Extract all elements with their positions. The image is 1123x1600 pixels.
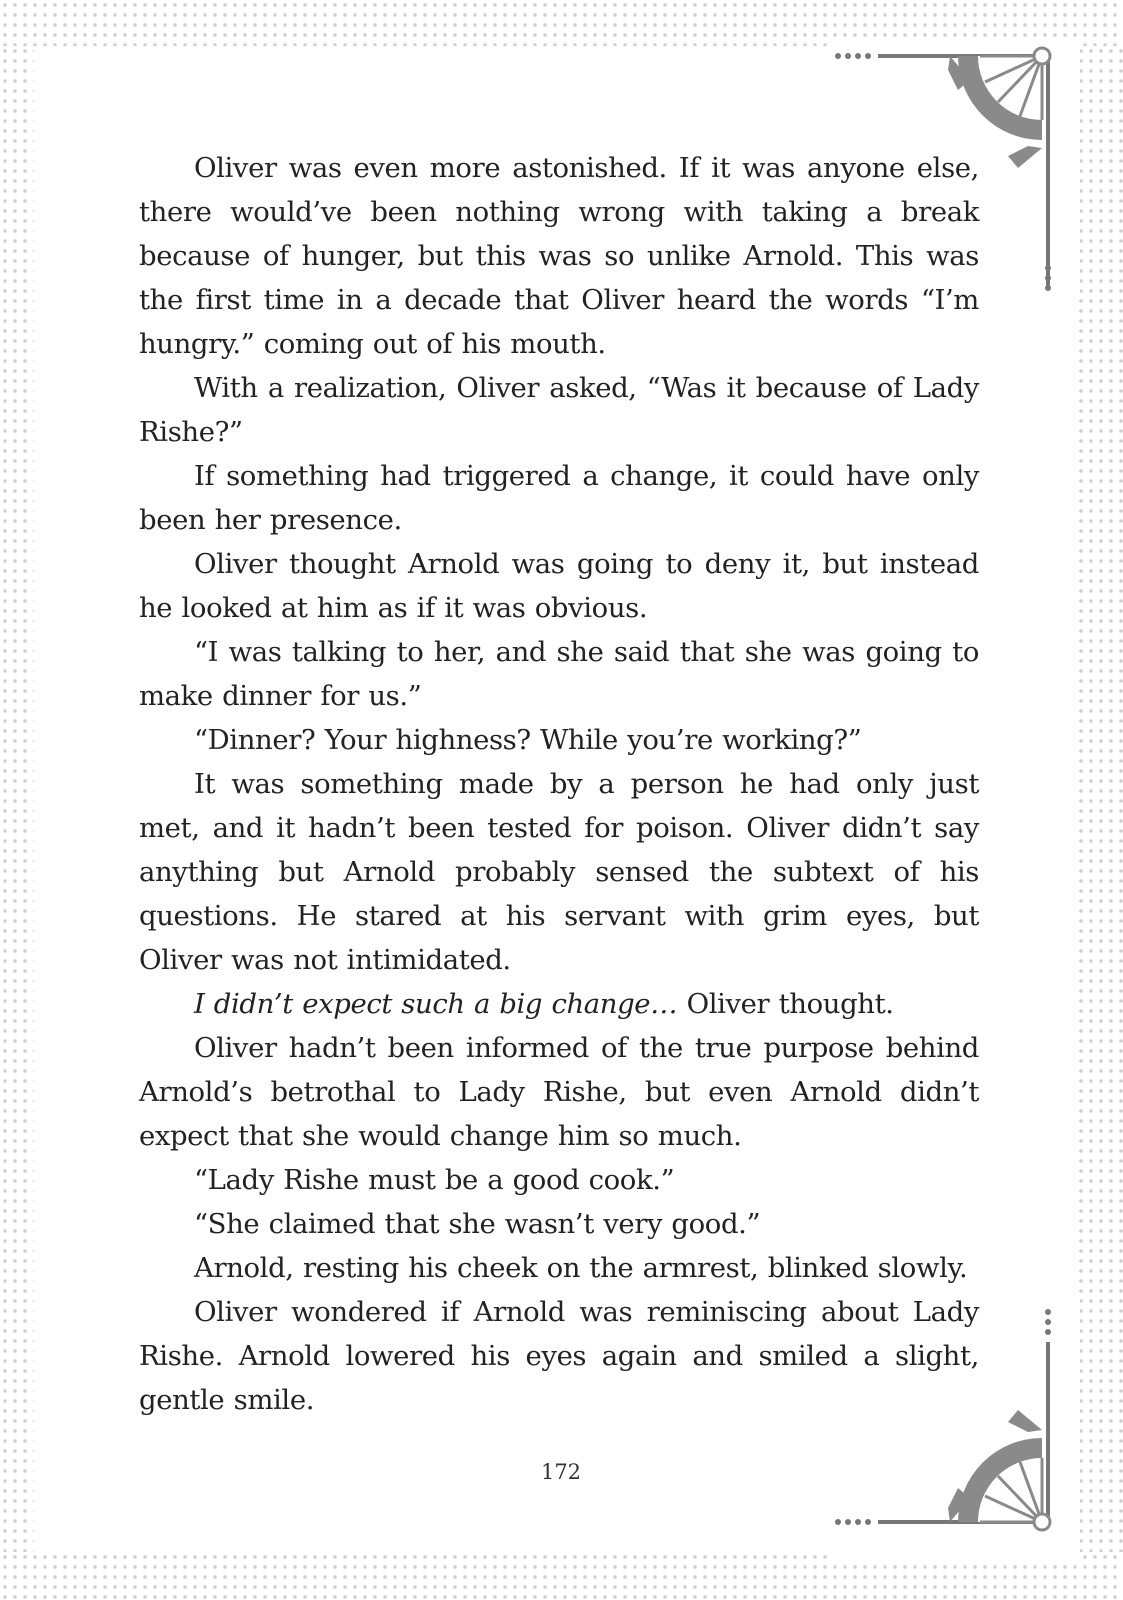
paragraph: “Lady Rishe must be a good cook.” <box>194 1164 675 1196</box>
inner-thought-tail: Oliver thought. <box>677 988 894 1020</box>
paragraph: Oliver was even more astonished. If it was anyone else, there would’ve been nothing wrong with taking a break because of hunger, but this was so unlike Arnold. This was the first time in a decade that Oliver heard the words “I’m hungry.” coming out of his mouth. <box>139 152 979 360</box>
paragraph: With a realization, Oliver asked, “Was it because of Lady Rishe?” <box>139 372 979 448</box>
paragraph: It was something made by a person he had only just met, and it hadn’t been tested for poison. Oliver didn’t say anything but Arnold probably sensed the subtext of his questions. He stared at his servant with grim eyes, but Oliver was not intimidated. <box>139 768 979 976</box>
thought-paragraph <box>139 982 979 1026</box>
paragraph: Oliver thought Arnold was going to deny it, but instead he looked at him as if it was obvious. <box>139 548 979 624</box>
paragraph: “I was talking to her, and she said that she was going to make dinner for us.” <box>139 636 979 712</box>
paragraph: Oliver hadn’t been informed of the true purpose behind Arnold’s betrothal to Lady Rishe, but even Arnold didn’t expect that she would change him so much. <box>139 1032 979 1152</box>
page-number: 172 <box>540 1460 582 1484</box>
paragraph: Arnold, resting his cheek on the armrest, blinked slowly. <box>194 1252 968 1284</box>
paragraph: If something had triggered a change, it could have only been her presence. <box>139 460 979 536</box>
paragraph: “Dinner? Your highness? While you’re working?” <box>194 724 862 756</box>
dotted-border-right <box>1076 46 1123 1552</box>
dotted-border-left <box>0 46 34 1552</box>
paragraph: “She claimed that she wasn’t very good.” <box>194 1208 761 1240</box>
inner-thought-italic: I didn’t expect such a big change… <box>194 988 678 1020</box>
body-text <box>139 146 979 1422</box>
paragraph: Oliver wondered if Arnold was reminiscing about Lady Rishe. Arnold lowered his eyes again and smiled a slight, gentle smile. <box>139 1296 979 1416</box>
